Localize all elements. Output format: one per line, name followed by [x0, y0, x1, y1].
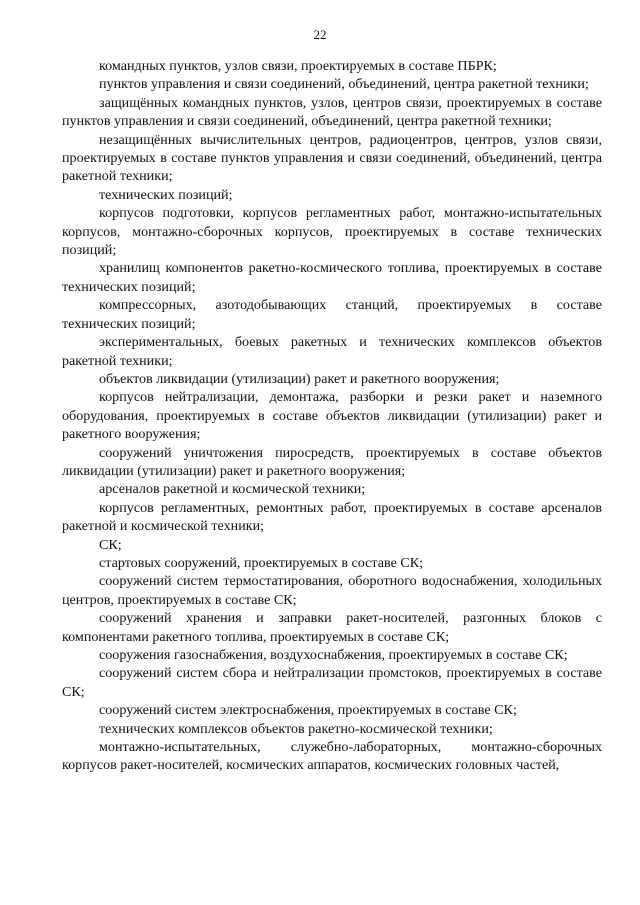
paragraph: арсеналов ракетной и космической техники; [99, 481, 366, 498]
paragraph: командных пунктов, узлов связи, проектируемых в составе ПБРК; [99, 58, 497, 74]
body-text [62, 57, 602, 775]
paragraph: монтажно-испытательных, служебно-лабораторных, монтажно-сборочных корпусов ракет-носителей, космических аппаратов, космических головных частей, [62, 739, 602, 774]
paragraph: сооружений систем термостатирования, оборотного водоснабжения, холодильных центров, проектируемых в составе СК; [62, 573, 602, 608]
paragraph: пунктов управления и связи соединений, объединений, центра ракетной техники; [99, 76, 589, 93]
paragraph: объектов ликвидации (утилизации) ракет и ракетного вооружения; [99, 370, 500, 387]
paragraph: технических комплексов объектов ракетно-космической техники; [99, 720, 493, 737]
paragraph: корпусов нейтрализации, демонтажа, разборки и резки ракет и наземного оборудования, проектируемых в составе объектов ликвидации (утилизации) ракет и ракетного вооружения; [62, 389, 602, 443]
paragraph: сооружений уничтожения пиросредств, проектируемых в составе объектов ликвидации (утилизации) ракет и ракетного вооружения; [62, 444, 602, 479]
paragraph: сооружений хранения и заправки ракет-носителей, разгонных блоков с компонентами ракетного топлива, проектируемых в составе СК; [62, 610, 602, 645]
paragraph: технических позиций; [99, 186, 233, 203]
page-number: 22 [313, 27, 327, 42]
paragraph: защищённых командных пунктов, узлов, центров связи, проектируемых в составе пунктов управления и связи соединений, объединений, центра ракетной техники; [62, 94, 602, 130]
paragraph: корпусов подготовки, корпусов регламентных работ, монтажно-испытательных корпусов, монтажно-сборочных корпусов, проектируемых в составе технических позиций; [62, 205, 602, 259]
paragraph: экспериментальных, боевых ракетных и технических комплексов объектов ракетной техники; [62, 334, 602, 369]
paragraph: компрессорных, азотодобывающих станций, проектируемых в составе технических позиций; [62, 297, 602, 332]
paragraph: сооружения газоснабжения, воздухоснабжения, проектируемых в составе СК; [99, 647, 568, 663]
paragraph: СК; [99, 536, 122, 553]
paragraph: корпусов регламентных, ремонтных работ, проектируемых в составе арсеналов ракетной и космической техники; [62, 499, 602, 535]
paragraph: незащищённых вычислительных центров, радиоцентров, центров, узлов связи, проектируемых в составе пунктов управления и связи соединений, объединений, центра ракетной техники; [62, 131, 602, 185]
paragraph: стартовых сооружений, проектируемых в составе СК; [99, 554, 424, 571]
paragraph: сооружений систем сбора и нейтрализации промстоков, проектируемых в составе СК; [62, 665, 602, 700]
paragraph: хранилищ компонентов ракетно-космического топлива, проектируемых в составе технических позиций; [62, 260, 602, 295]
paragraph: сооружений систем электроснабжения, проектируемых в составе СК; [99, 702, 517, 719]
